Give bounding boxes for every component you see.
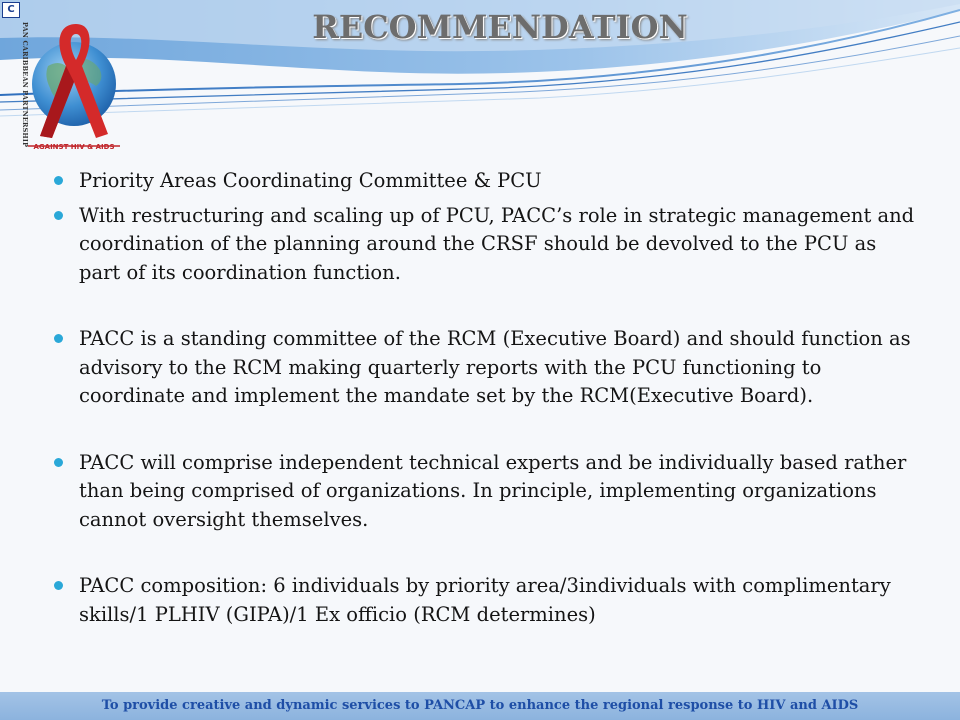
bullet-text: Priority Areas Coordinating Committee & PCU — [79, 169, 542, 192]
corner-logo-mark: C — [2, 2, 20, 18]
footer-banner: To provide creative and dynamic services to PANCAP to enhance the regional response to HIV and AIDS — [0, 692, 960, 720]
slide-title: RECOMMENDATION — [312, 8, 688, 46]
bullet-item — [52, 202, 922, 288]
bullet-dot-icon — [54, 334, 63, 343]
bullet-text: With restructuring and scaling up of PCU, PACC’s role in strategic management and coordination of the planning around the CRSF should be devolved to the PCU as part of its coordination function. — [79, 203, 915, 284]
bullet-item — [52, 325, 922, 411]
bullet-dot-icon — [54, 458, 63, 467]
bullet-item — [52, 572, 922, 629]
bullet-item — [52, 449, 922, 535]
bullet-dot-icon — [54, 211, 63, 220]
bullet-dot-icon — [54, 581, 63, 590]
bullet-text: PACC is a standing committee of the RCM (Executive Board) and should function as advisory to the RCM making quarterly reports with the PCU functioning to coordinate and implement the mandate set by the RCM(Executive Board). — [79, 327, 911, 407]
logo-side-text: PAN CARIBBEAN PARTNERSHIP — [21, 22, 29, 148]
logo-caption: AGAINST HIV & AIDS — [33, 143, 115, 151]
bullet-text: PACC composition: 6 individuals by priority area/3individuals with complimentary skills/1 PLHIV (GIPA)/1 Ex officio (RCM determines) — [79, 574, 891, 626]
bullet-dot-icon — [54, 176, 63, 185]
bullet-text: PACC will comprise independent technical experts and be individually based rather than being comprised of organizations. In principle, implementing organizations cannot oversight themselves. — [79, 450, 907, 531]
bullet-list — [52, 167, 922, 629]
bullet-item — [52, 167, 922, 196]
